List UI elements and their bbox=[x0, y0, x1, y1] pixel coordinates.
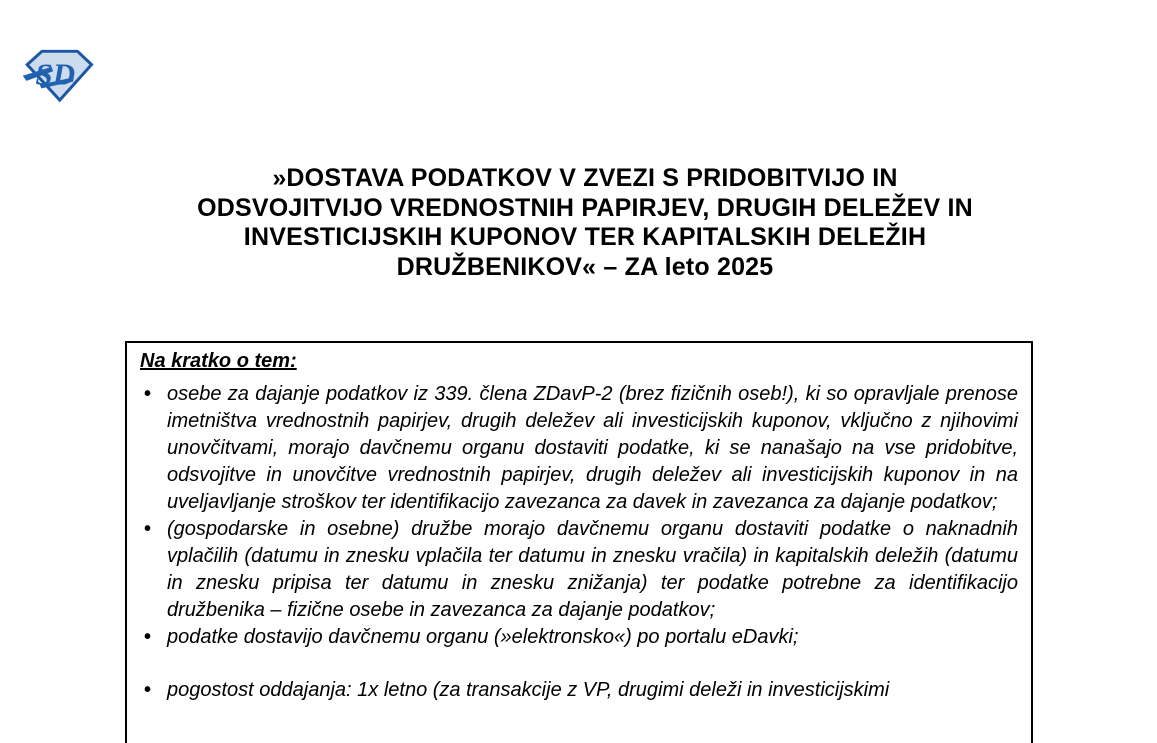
title-line-2: ODSVOJITVIJO VREDNOSTNIH PAPIRJEV, DRUGIH DELEŽEV IN bbox=[197, 193, 973, 222]
bullet-item-frequency: • pogostost oddajanja: 1x letno (za transakcije z VP, drugimi deleži in investicijskimi bbox=[140, 677, 1018, 704]
bullet-item-companies: • (gospodarske in osebne) družbe morajo davčnemu organu dostaviti podatke o naknadnih vplačilih (datumu in znesku vplačila ter datumu in znesku vračila) in kapitalskih deležih (datumu in znesku pripisa ter datumu in znesku znižanja) ter podatke potrebne za identifikacijo družbenika – fizične osebe in zavezanca za dajanje podatkov; bbox=[140, 516, 1018, 624]
summary-bullet-list bbox=[140, 381, 1018, 704]
summary-heading: Na kratko o tem: bbox=[140, 350, 297, 372]
document-title bbox=[20, 164, 1150, 282]
bullet-item-data-providers: • osebe za dajanje podatkov iz 339. člena ZDavP-2 (brez fizičnih oseb!), ki so opravljale prenose imetništva vrednostnih papirjev, drugih deležev ali investicijskih kuponov, vključno z njihovimi unovčitvami, morajo davčnemu organu dostaviti podatke, ki se nanašajo na vse pridobitve, odsvojitve in unovčitve vrednostnih papirjev, drugih deležev ali investicijskih kuponov in na uveljavljanje stroškov ter identifikacijo zavezanca za davek in zavezanca za dajanje podatkov; bbox=[140, 381, 1018, 516]
title-line-3: INVESTICIJSKIH KUPONOV TER KAPITALSKIH DELEŽIH bbox=[243, 223, 927, 251]
svg-text:SD: SD bbox=[35, 56, 76, 92]
title-line-1: »DOSTAVA PODATKOV V ZVEZI S PRIDOBITVIJO IN bbox=[272, 164, 898, 192]
title-line-4: DRUŽBENIKOV« – ZA leto 2025 bbox=[396, 252, 774, 281]
company-logo bbox=[22, 46, 96, 104]
sd-diamond-logo-icon bbox=[22, 46, 96, 104]
summary-box bbox=[125, 341, 1033, 743]
bullet-item-edavki: • podatke dostavijo davčnemu organu (»elektronsko«) po portalu eDavki; bbox=[140, 624, 1018, 651]
